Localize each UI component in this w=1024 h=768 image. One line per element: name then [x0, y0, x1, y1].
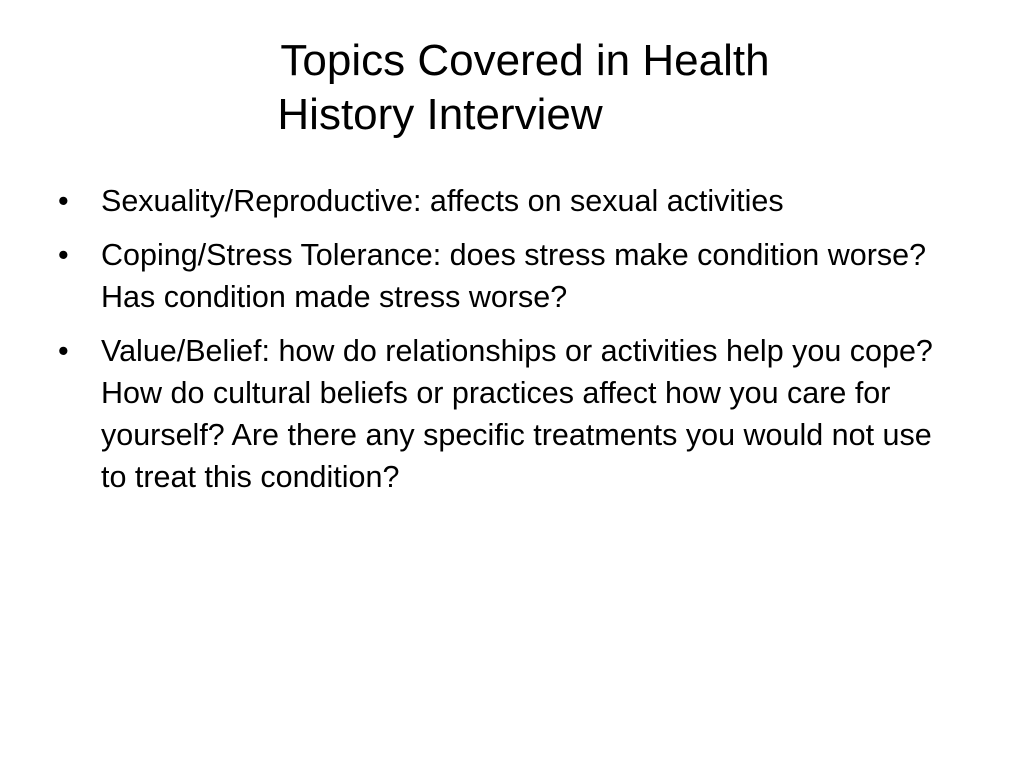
bullet-list [58, 180, 963, 510]
bullet-text: Coping/Stress Tolerance: does stress make condition worse? Has condition made stress worse? [101, 238, 927, 314]
slide-title [140, 34, 910, 142]
title-line-2: History Interview [277, 90, 603, 139]
bullet-icon: • [58, 184, 69, 218]
bullet-item-sexuality-reproductive [58, 180, 963, 222]
bullet-text: Sexuality/Reproductive: affects on sexual activities [101, 184, 784, 218]
bullet-item-coping-stress-tolerance [58, 234, 963, 318]
bullet-text: Value/Belief: how do relationships or activities help you cope? How do cultural beliefs or practices affect how you care for yourself? Are there any specific treatments you would not use to treat this condition? [101, 334, 933, 494]
title-line-1: Topics Covered in Health [280, 36, 770, 85]
bullet-item-value-belief [58, 330, 963, 498]
bullet-icon: • [58, 334, 69, 368]
bullet-icon: • [58, 238, 69, 272]
